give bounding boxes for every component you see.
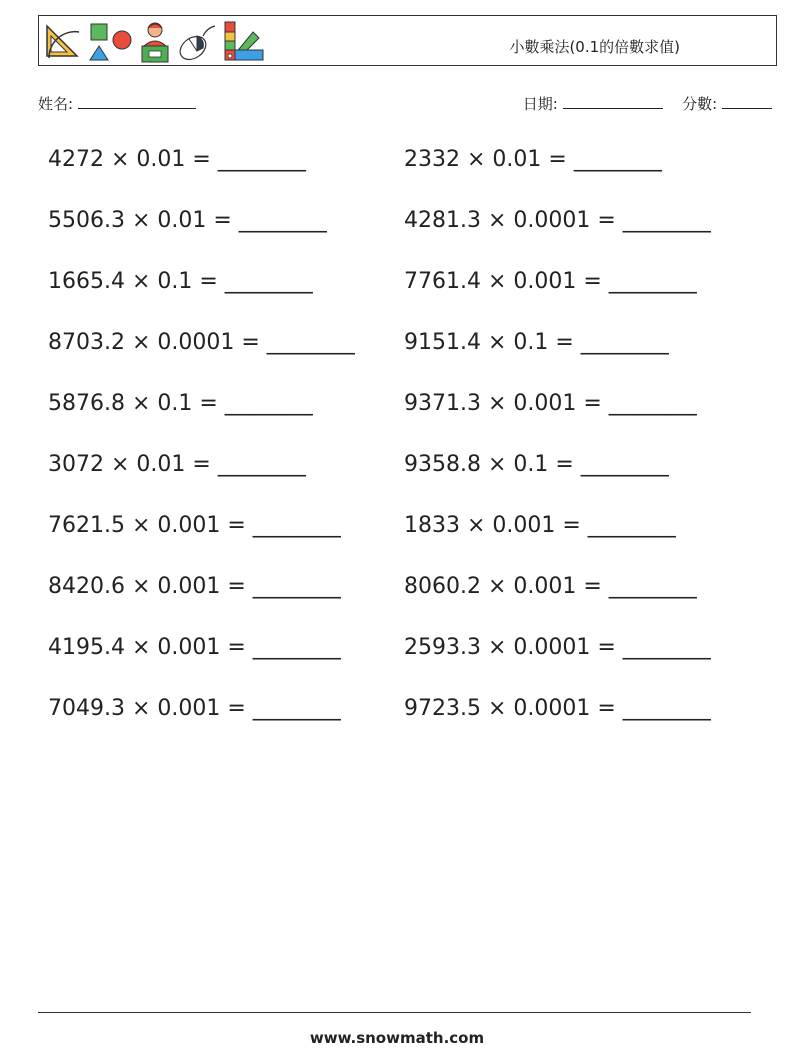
teacher-icon: [139, 20, 171, 64]
worksheet-header: [38, 15, 777, 66]
problem-10[interactable]: 9371.3 × 0.001 = ________: [404, 391, 697, 416]
problem-row: [48, 635, 768, 696]
problem-row: [48, 147, 768, 208]
problem-18[interactable]: 2593.3 × 0.0001 = ________: [404, 635, 711, 660]
score-field[interactable]: [722, 93, 772, 109]
problem-7[interactable]: 8703.2 × 0.0001 = ________: [48, 330, 355, 355]
problem-4[interactable]: 4281.3 × 0.0001 = ________: [404, 208, 711, 233]
problem-row: [48, 330, 768, 391]
problem-row: [48, 452, 768, 513]
problem-17[interactable]: 4195.4 × 0.001 = ________: [48, 635, 341, 660]
date-label: 日期:: [522, 95, 558, 113]
problem-19[interactable]: 7049.3 × 0.001 = ________: [48, 696, 341, 721]
problem-row: [48, 513, 768, 574]
problem-3[interactable]: 5506.3 × 0.01 = ________: [48, 208, 327, 233]
score-label: 分數:: [682, 95, 718, 113]
worksheet-title: 小數乘法(0.1的倍數求值): [509, 38, 680, 56]
shapes-icon: [89, 22, 133, 62]
problem-6[interactable]: 7761.4 × 0.001 = ________: [404, 269, 697, 294]
header-icons: [43, 20, 265, 64]
problem-5[interactable]: 1665.4 × 0.1 = ________: [48, 269, 313, 294]
footer-url[interactable]: www.snowmath.com: [309, 1029, 485, 1047]
problem-11[interactable]: 3072 × 0.01 = ________: [48, 452, 306, 477]
problem-row: [48, 696, 768, 757]
footer-divider: [38, 1012, 751, 1013]
problem-list: [48, 147, 768, 757]
problem-20[interactable]: 9723.5 × 0.0001 = ________: [404, 696, 711, 721]
student-info-row: [38, 93, 772, 115]
problem-2[interactable]: 2332 × 0.01 = ________: [404, 147, 662, 172]
mouse-icon: [177, 22, 217, 62]
problem-13[interactable]: 7621.5 × 0.001 = ________: [48, 513, 341, 538]
date-field[interactable]: [563, 93, 663, 109]
problem-9[interactable]: 5876.8 × 0.1 = ________: [48, 391, 313, 416]
color-swatch-icon: [223, 20, 265, 64]
protractor-icon: [43, 22, 83, 62]
name-field[interactable]: [78, 93, 196, 109]
problem-12[interactable]: 9358.8 × 0.1 = ________: [404, 452, 669, 477]
problem-14[interactable]: 1833 × 0.001 = ________: [404, 513, 676, 538]
problem-1[interactable]: 4272 × 0.01 = ________: [48, 147, 306, 172]
problem-row: [48, 208, 768, 269]
problem-row: [48, 269, 768, 330]
name-label: 姓名:: [38, 95, 74, 113]
problem-row: [48, 574, 768, 635]
problem-8[interactable]: 9151.4 × 0.1 = ________: [404, 330, 669, 355]
problem-16[interactable]: 8060.2 × 0.001 = ________: [404, 574, 697, 599]
problem-row: [48, 391, 768, 452]
problem-15[interactable]: 8420.6 × 0.001 = ________: [48, 574, 341, 599]
